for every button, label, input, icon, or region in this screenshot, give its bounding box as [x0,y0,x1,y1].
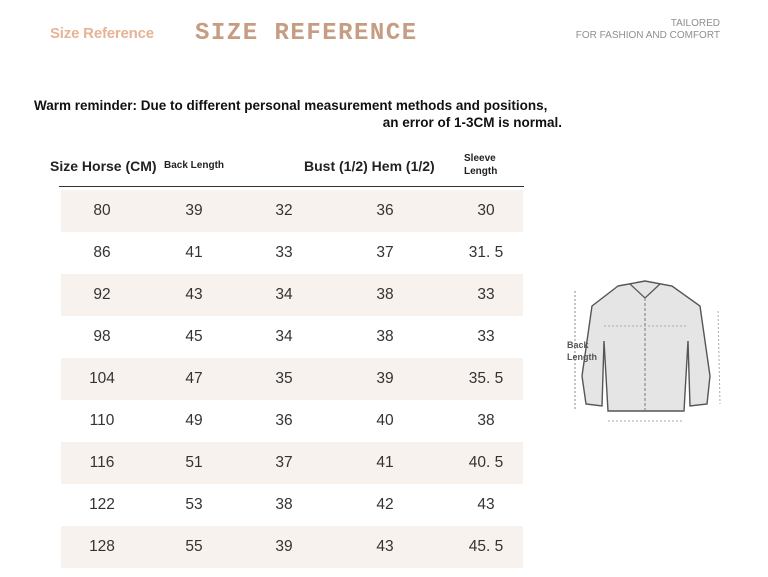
table-cell: 36 [376,202,394,219]
header-sleeve-length [464,152,497,178]
table-cell: 40. 5 [468,454,504,471]
table-cell: 38 [376,286,394,303]
table-cell: 122 [89,496,115,513]
reminder-line-1: Warm reminder: Due to different personal measurement methods and positions, [34,98,548,113]
table-cell: 104 [89,370,115,387]
table-cell: 34 [275,286,293,303]
table-cell: 35 [275,370,293,387]
table-cell: 92 [93,286,111,303]
brand-title: SIZE REFERENCE [195,20,418,47]
diagram-label-line-2: Length [567,352,597,362]
table-header [50,152,530,188]
table-cell: 33 [477,286,495,303]
table-cell: 32 [275,202,293,219]
table-cell: 49 [185,412,203,429]
table-cell: 40 [376,412,394,429]
table-row [61,526,523,568]
table-cell: 45. 5 [468,538,504,555]
table-cell: 36 [275,412,293,429]
table-cell: 37 [376,244,394,261]
table-cell: 30 [477,202,495,219]
table-cell: 35. 5 [468,370,504,387]
table-row [61,358,523,400]
table-cell: 39 [376,370,394,387]
table-cell: 38 [477,412,495,429]
header-sleeve-line-1: Sleeve [464,153,496,164]
header-bust-hem: Bust (1/2) Hem (1/2) [304,158,435,174]
sleeve-dim [718,311,720,404]
table-cell: 98 [93,328,111,345]
table-row [61,274,523,316]
table-cell: 38 [376,328,394,345]
table-cell: 43 [185,286,203,303]
size-table [61,190,523,568]
table-row [61,484,523,526]
table-row [61,400,523,442]
header-size: Size Horse (CM) [50,158,157,174]
table-cell: 80 [93,202,111,219]
diagram-label-line-1: Back [567,340,589,350]
table-cell: 31. 5 [468,244,504,261]
table-cell: 33 [275,244,293,261]
table-cell: 42 [376,496,394,513]
tagline-2: FOR FASHION AND COMFORT [575,30,720,41]
table-row [61,316,523,358]
table-row [61,190,523,232]
tagline-1: TAILORED [670,18,720,29]
table-cell: 39 [275,538,293,555]
table-cell: 128 [89,538,115,555]
table-cell: 43 [477,496,495,513]
jacket-outline [582,281,710,411]
table-row [61,232,523,274]
diagram-label [567,339,597,363]
table-row [61,442,523,484]
table-cell: 37 [275,454,293,471]
reminder-line-2: an error of 1-3CM is normal. [382,115,562,130]
header-rule [59,186,524,187]
table-cell: 41 [376,454,394,471]
table-cell: 110 [89,412,115,429]
table-cell: 51 [185,454,203,471]
table-cell: 55 [185,538,203,555]
table-cell: 41 [185,244,203,261]
table-cell: 33 [477,328,495,345]
header-sleeve-line-2: Length [464,166,498,177]
table-cell: 53 [185,496,203,513]
header-back-length: Back Length [164,160,225,171]
table-cell: 86 [93,244,111,261]
table-cell: 39 [185,202,203,219]
table-cell: 47 [185,370,203,387]
table-cell: 38 [275,496,293,513]
brand-small: Size Reference [50,25,154,42]
table-cell: 43 [376,538,394,555]
table-cell: 34 [275,328,293,345]
table-cell: 116 [89,454,115,471]
table-cell: 45 [185,328,203,345]
